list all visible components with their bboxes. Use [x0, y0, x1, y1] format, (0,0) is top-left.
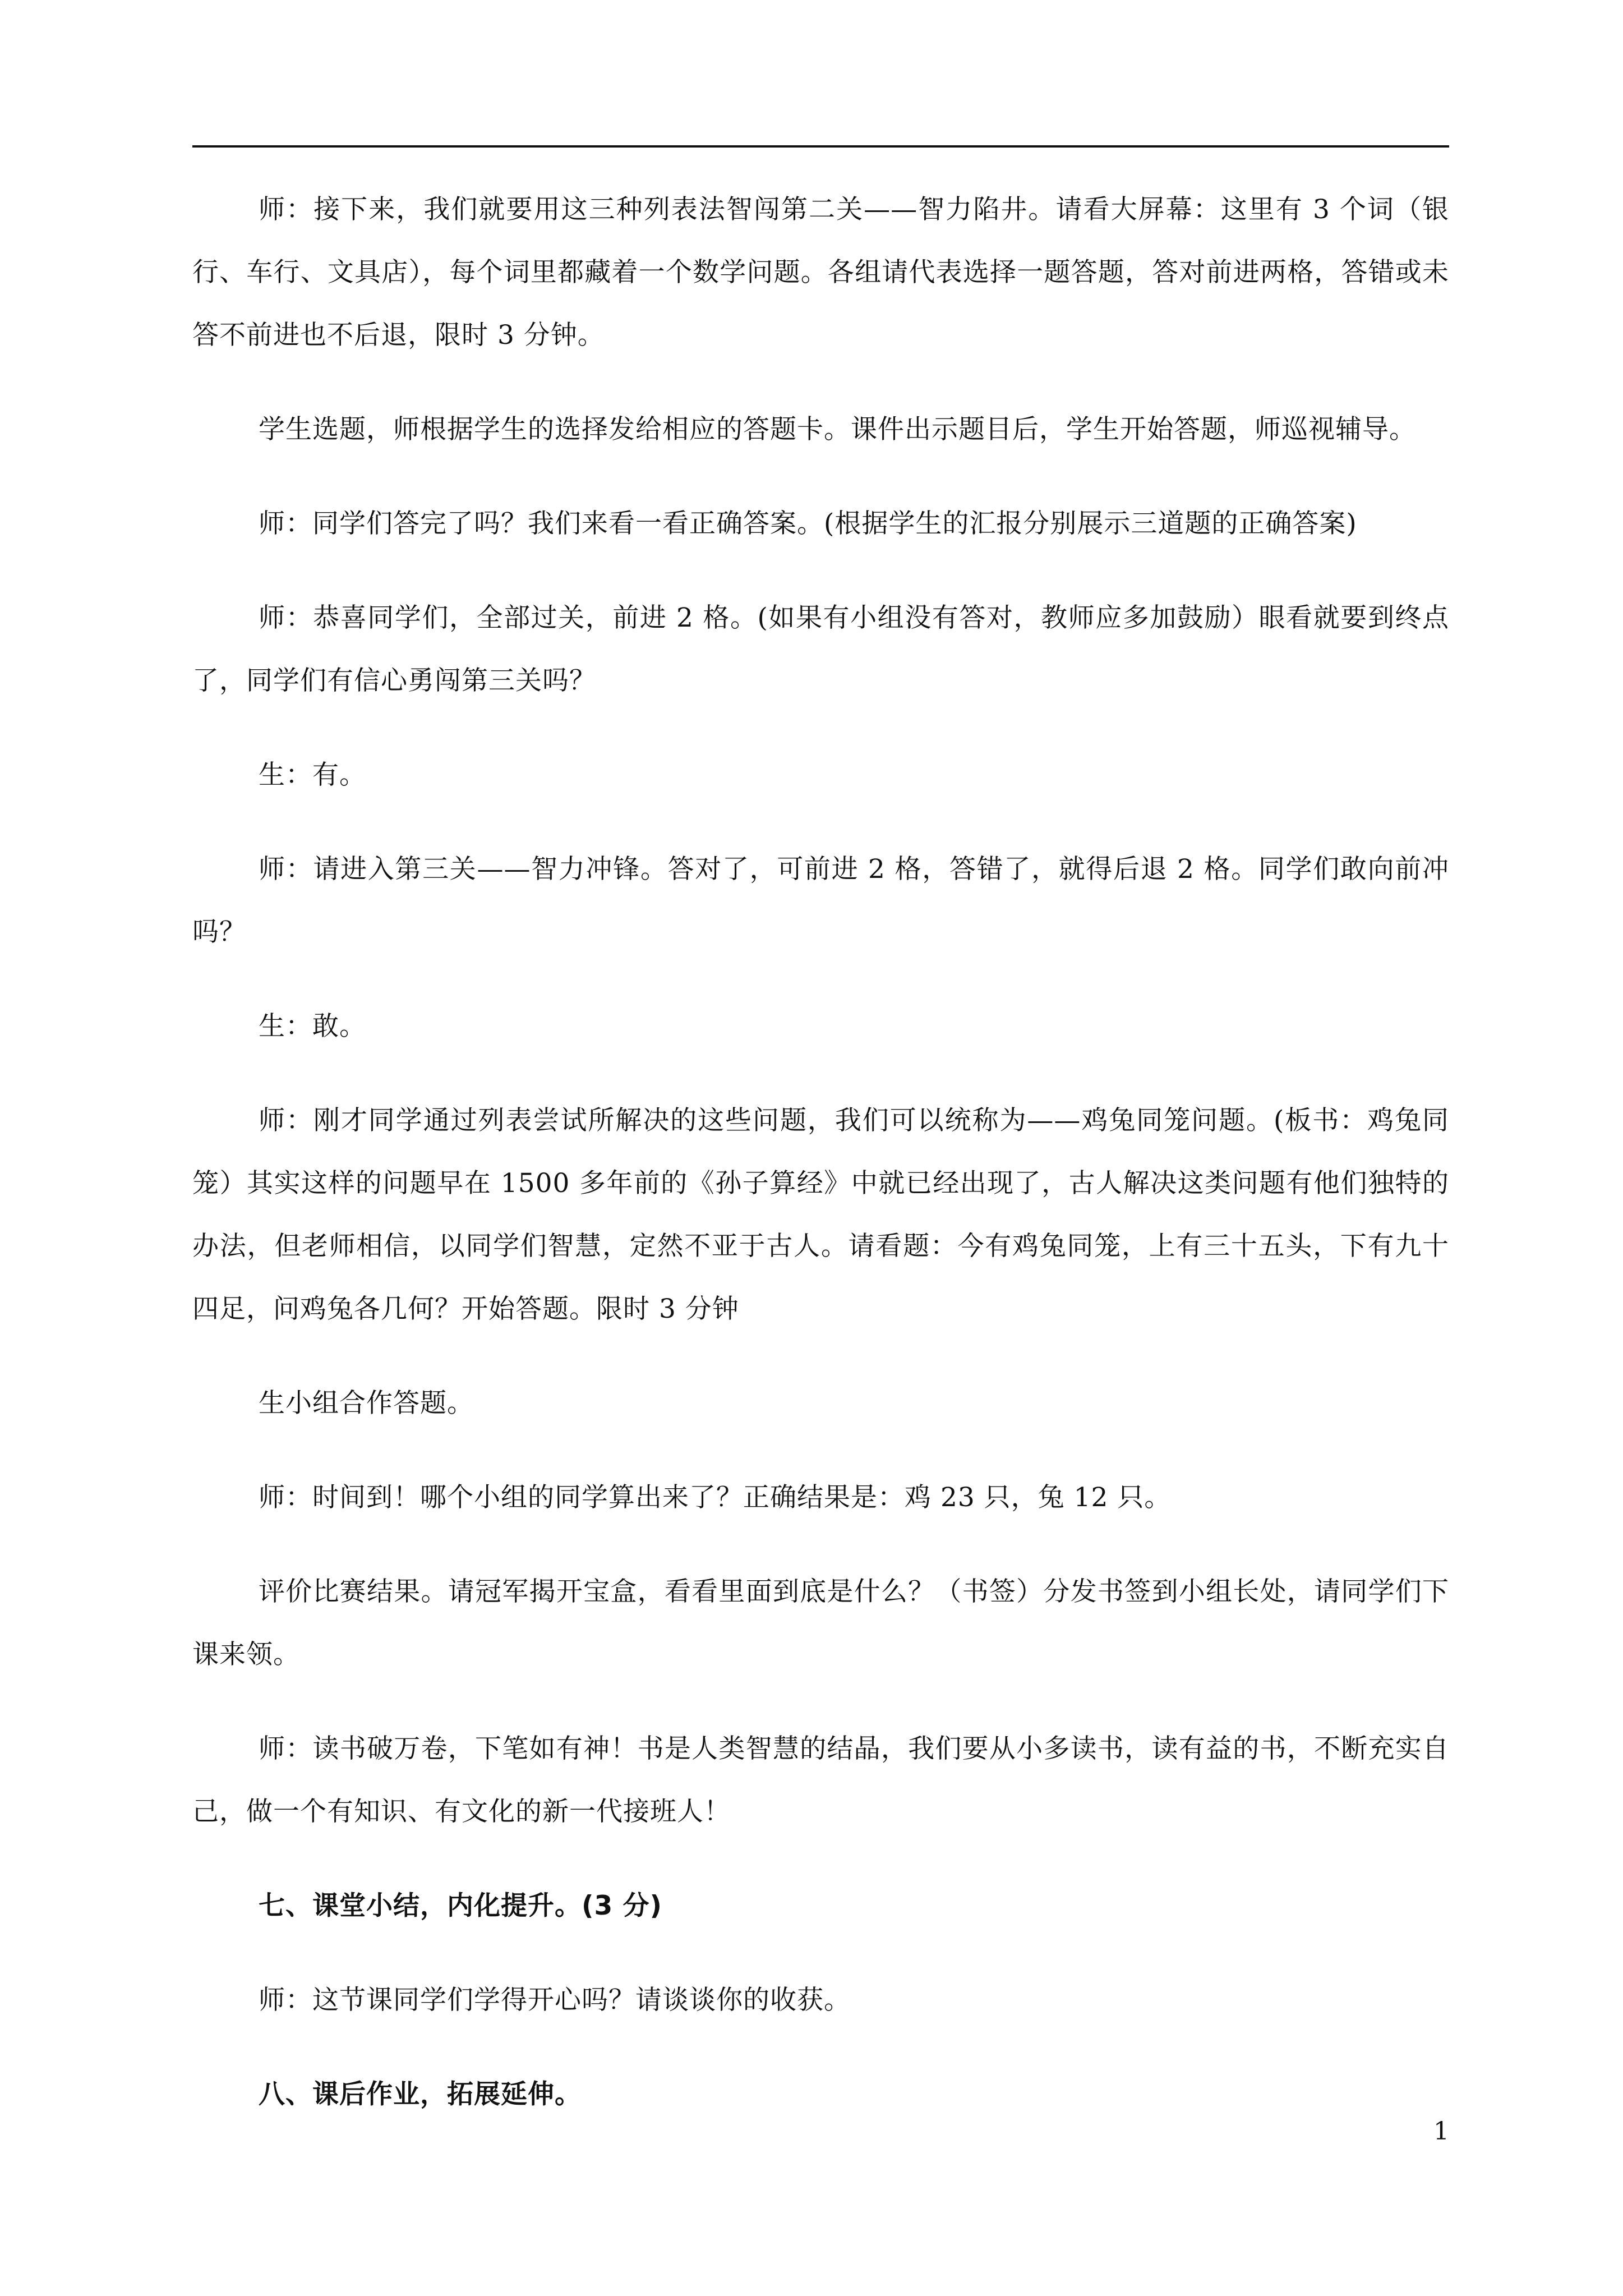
paragraph-check-answers: 师：同学们答完了吗？我们来看一看正确答案。(根据学生的汇报分别展示三道题的正确答案)	[259, 508, 1357, 539]
paragraph-congrats: 师：恭喜同学们，全部过关，前进 2 格。(如果有小组没有答对，教师应多加鼓励）眼看就要到终点了，同学们有信心勇闯第三关吗？	[192, 602, 1449, 696]
header-rule	[192, 145, 1449, 148]
paragraph-challenge-three: 师：请进入第三关——智力冲锋。答对了，可前进 2 格，答错了，就得后退 2 格。同学们敢向前冲吗？	[192, 854, 1449, 947]
paragraph-evaluate: 评价比赛结果。请冠军揭开宝盒，看看里面到底是什么？（书签）分发书签到小组长处，请同学们下课来领。	[192, 1576, 1449, 1670]
page-number: 1	[1433, 2117, 1449, 2146]
paragraph-time-up: 师：时间到！哪个小组的同学算出来了？正确结果是：鸡 23 只，兔 12 只。	[259, 1482, 1172, 1513]
paragraph-group-work: 生小组合作答题。	[259, 1388, 474, 1419]
paragraph-student-yes: 生：有。	[259, 760, 366, 790]
document-body	[192, 178, 1449, 2157]
paragraph-student-dare: 生：敢。	[259, 1011, 366, 1042]
section-heading-summary: 七、课堂小结，内化提升。(3 分)	[259, 1890, 663, 1921]
section-heading-homework: 八、课后作业，拓展延伸。	[259, 2079, 582, 2110]
paragraph-student-select: 学生选题，师根据学生的选择发给相应的答题卡。课件出示题目后，学生开始答题，师巡视辅导。	[259, 414, 1416, 445]
paragraph-challenge-two: 师：接下来，我们就要用这三种列表法智闯第二关——智力陷井。请看大屏幕：这里有 3 个词（银行、车行、文具店），每个词里都藏着一个数学问题。各组请代表选择一题答题，答对前进两格，答错或未答不前进也不后退，限时 3 分钟。	[192, 194, 1449, 351]
paragraph-reading: 师：读书破万卷，下笔如有神！书是人类智慧的结晶，我们要从小多读书，读有益的书，不断充实自己，做一个有知识、有文化的新一代接班人！	[192, 1733, 1449, 1827]
paragraph-chicken-rabbit: 师：刚才同学通过列表尝试所解决的这些问题，我们可以统称为——鸡兔同笼问题。(板书：鸡兔同笼）其实这样的问题早在 1500 多年前的《孙子算经》中就已经出现了，古人解决这类问题有他们独特的办法，但老师相信，以同学们智慧，定然不亚于古人。请看题：今有鸡兔同笼，上有三十五头，下有九十四足，问鸡兔各几何？开始答题。限时 3 分钟	[192, 1105, 1449, 1324]
paragraph-summary-question: 师：这节课同学们学得开心吗？请谈谈你的收获。	[259, 1985, 851, 2016]
